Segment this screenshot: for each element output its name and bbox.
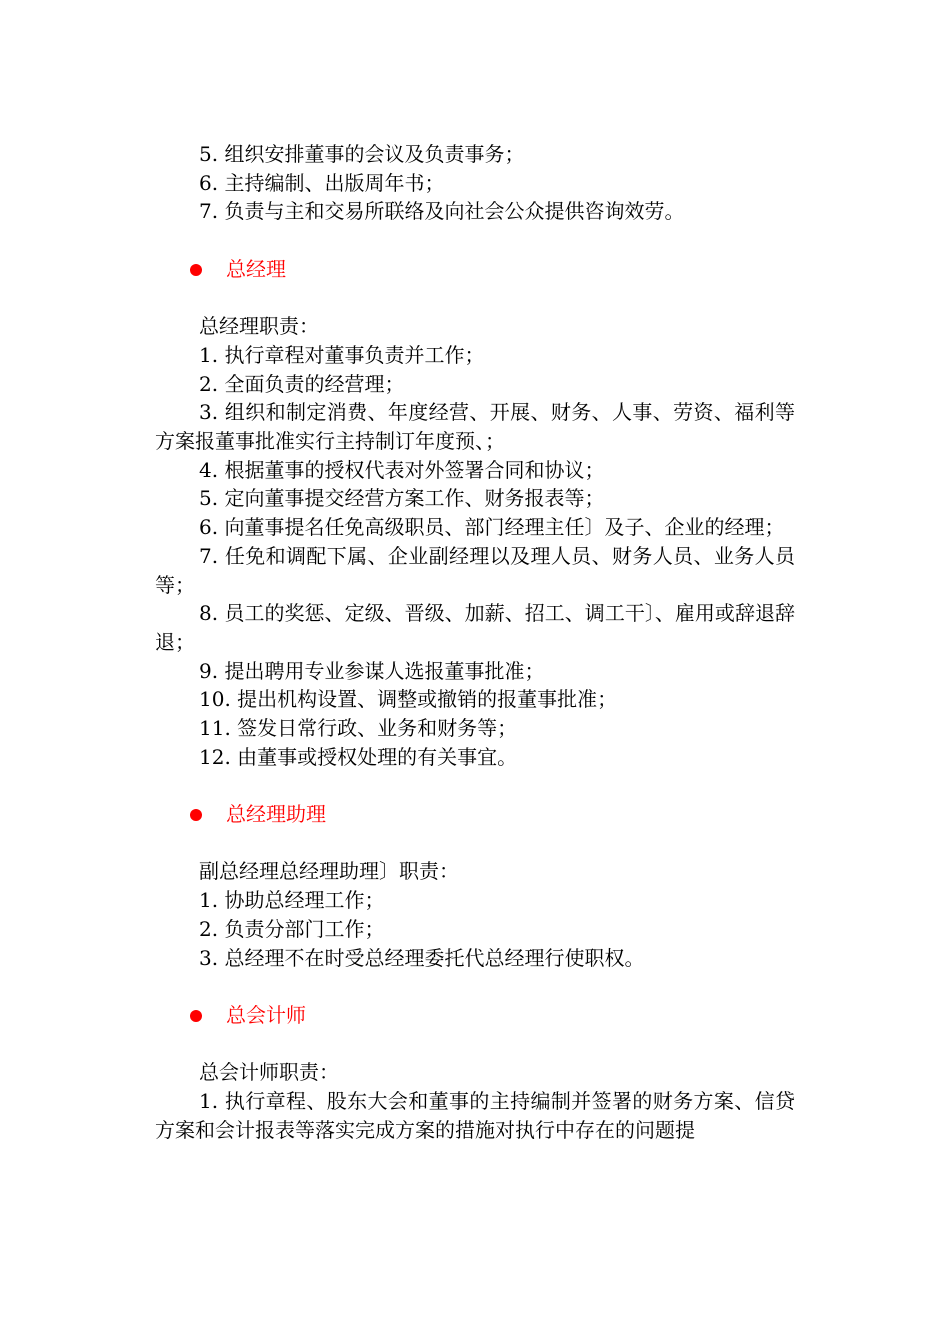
section-heading [155, 800, 795, 829]
section-heading [155, 1001, 795, 1030]
paragraph: 8. 员工的奖惩、定级、晋级、加薪、招工、调工干〕、雇用或辞退辞退； [155, 601, 795, 654]
document-body [155, 140, 795, 1144]
paragraph: 5. 定向董事提交经营方案工作、财务报表等； [199, 486, 605, 511]
paragraph-spacer [155, 771, 795, 800]
section-heading-text: 总经理 [226, 256, 286, 281]
paragraph: 1. 执行章程、股东大会和董事的主持编制并签署的财务方案、信贷方案和会计报表等落实完成方案的措施对执行中存在的问题提 [155, 1089, 795, 1142]
paragraph-spacer [155, 972, 795, 1001]
paragraph: 1. 执行章程对董事负责并工作； [199, 342, 485, 367]
section-heading [155, 255, 795, 284]
red-dot-bullet-icon [190, 264, 202, 276]
paragraph: 10. 提出机构设置、调整或撤销的报董事批准； [199, 687, 618, 712]
paragraph: 6. 向董事提名任免高级职员、部门经理主任〕及子、企业的经理； [199, 515, 785, 540]
paragraph: 7. 负责与主和交易所联络及向社会公众提供咨询效劳。 [199, 199, 685, 224]
paragraph: 3. 总经理不在时受总经理委托代总经理行使职权。 [199, 945, 645, 970]
red-dot-bullet-icon [190, 809, 202, 821]
paragraph: 3. 组织和制定消费、年度经营、开展、财务、人事、劳资、福利等方案报董事批准实行主持制订年度预、； [155, 400, 795, 453]
paragraph: 11. 签发日常行政、业务和财务等； [199, 716, 518, 741]
paragraph: 副总经理总经理助理〕职责： [199, 859, 459, 884]
section-heading-text: 总会计师 [226, 1002, 306, 1027]
red-dot-bullet-icon [190, 1010, 202, 1022]
section-heading-text: 总经理助理 [226, 802, 326, 827]
paragraph: 9. 提出聘用专业参谋人选报董事批准； [199, 658, 545, 683]
paragraph: 总经理职责： [199, 314, 319, 339]
paragraph: 4. 根据董事的授权代表对外签署合同和协议； [199, 457, 605, 482]
paragraph: 12. 由董事或授权处理的有关事宜。 [199, 744, 518, 769]
paragraph: 2. 全面负责的经营理； [199, 371, 405, 396]
paragraph: 7. 任免和调配下属、企业副经理以及理人员、财务人员、业务人员等； [155, 543, 795, 597]
paragraph: 1. 协助总经理工作； [199, 888, 385, 913]
paragraph: 6. 主持编制、出版周年书； [199, 170, 445, 195]
paragraph-spacer [155, 829, 795, 858]
paragraph-spacer [155, 226, 795, 255]
paragraph: 5. 组织安排董事的会议及负责事务； [199, 142, 525, 166]
paragraph-spacer [155, 1030, 795, 1059]
paragraph: 2. 负责分部门工作； [199, 916, 385, 941]
paragraph-spacer [155, 283, 795, 312]
paragraph: 总会计师职责： [199, 1060, 339, 1085]
